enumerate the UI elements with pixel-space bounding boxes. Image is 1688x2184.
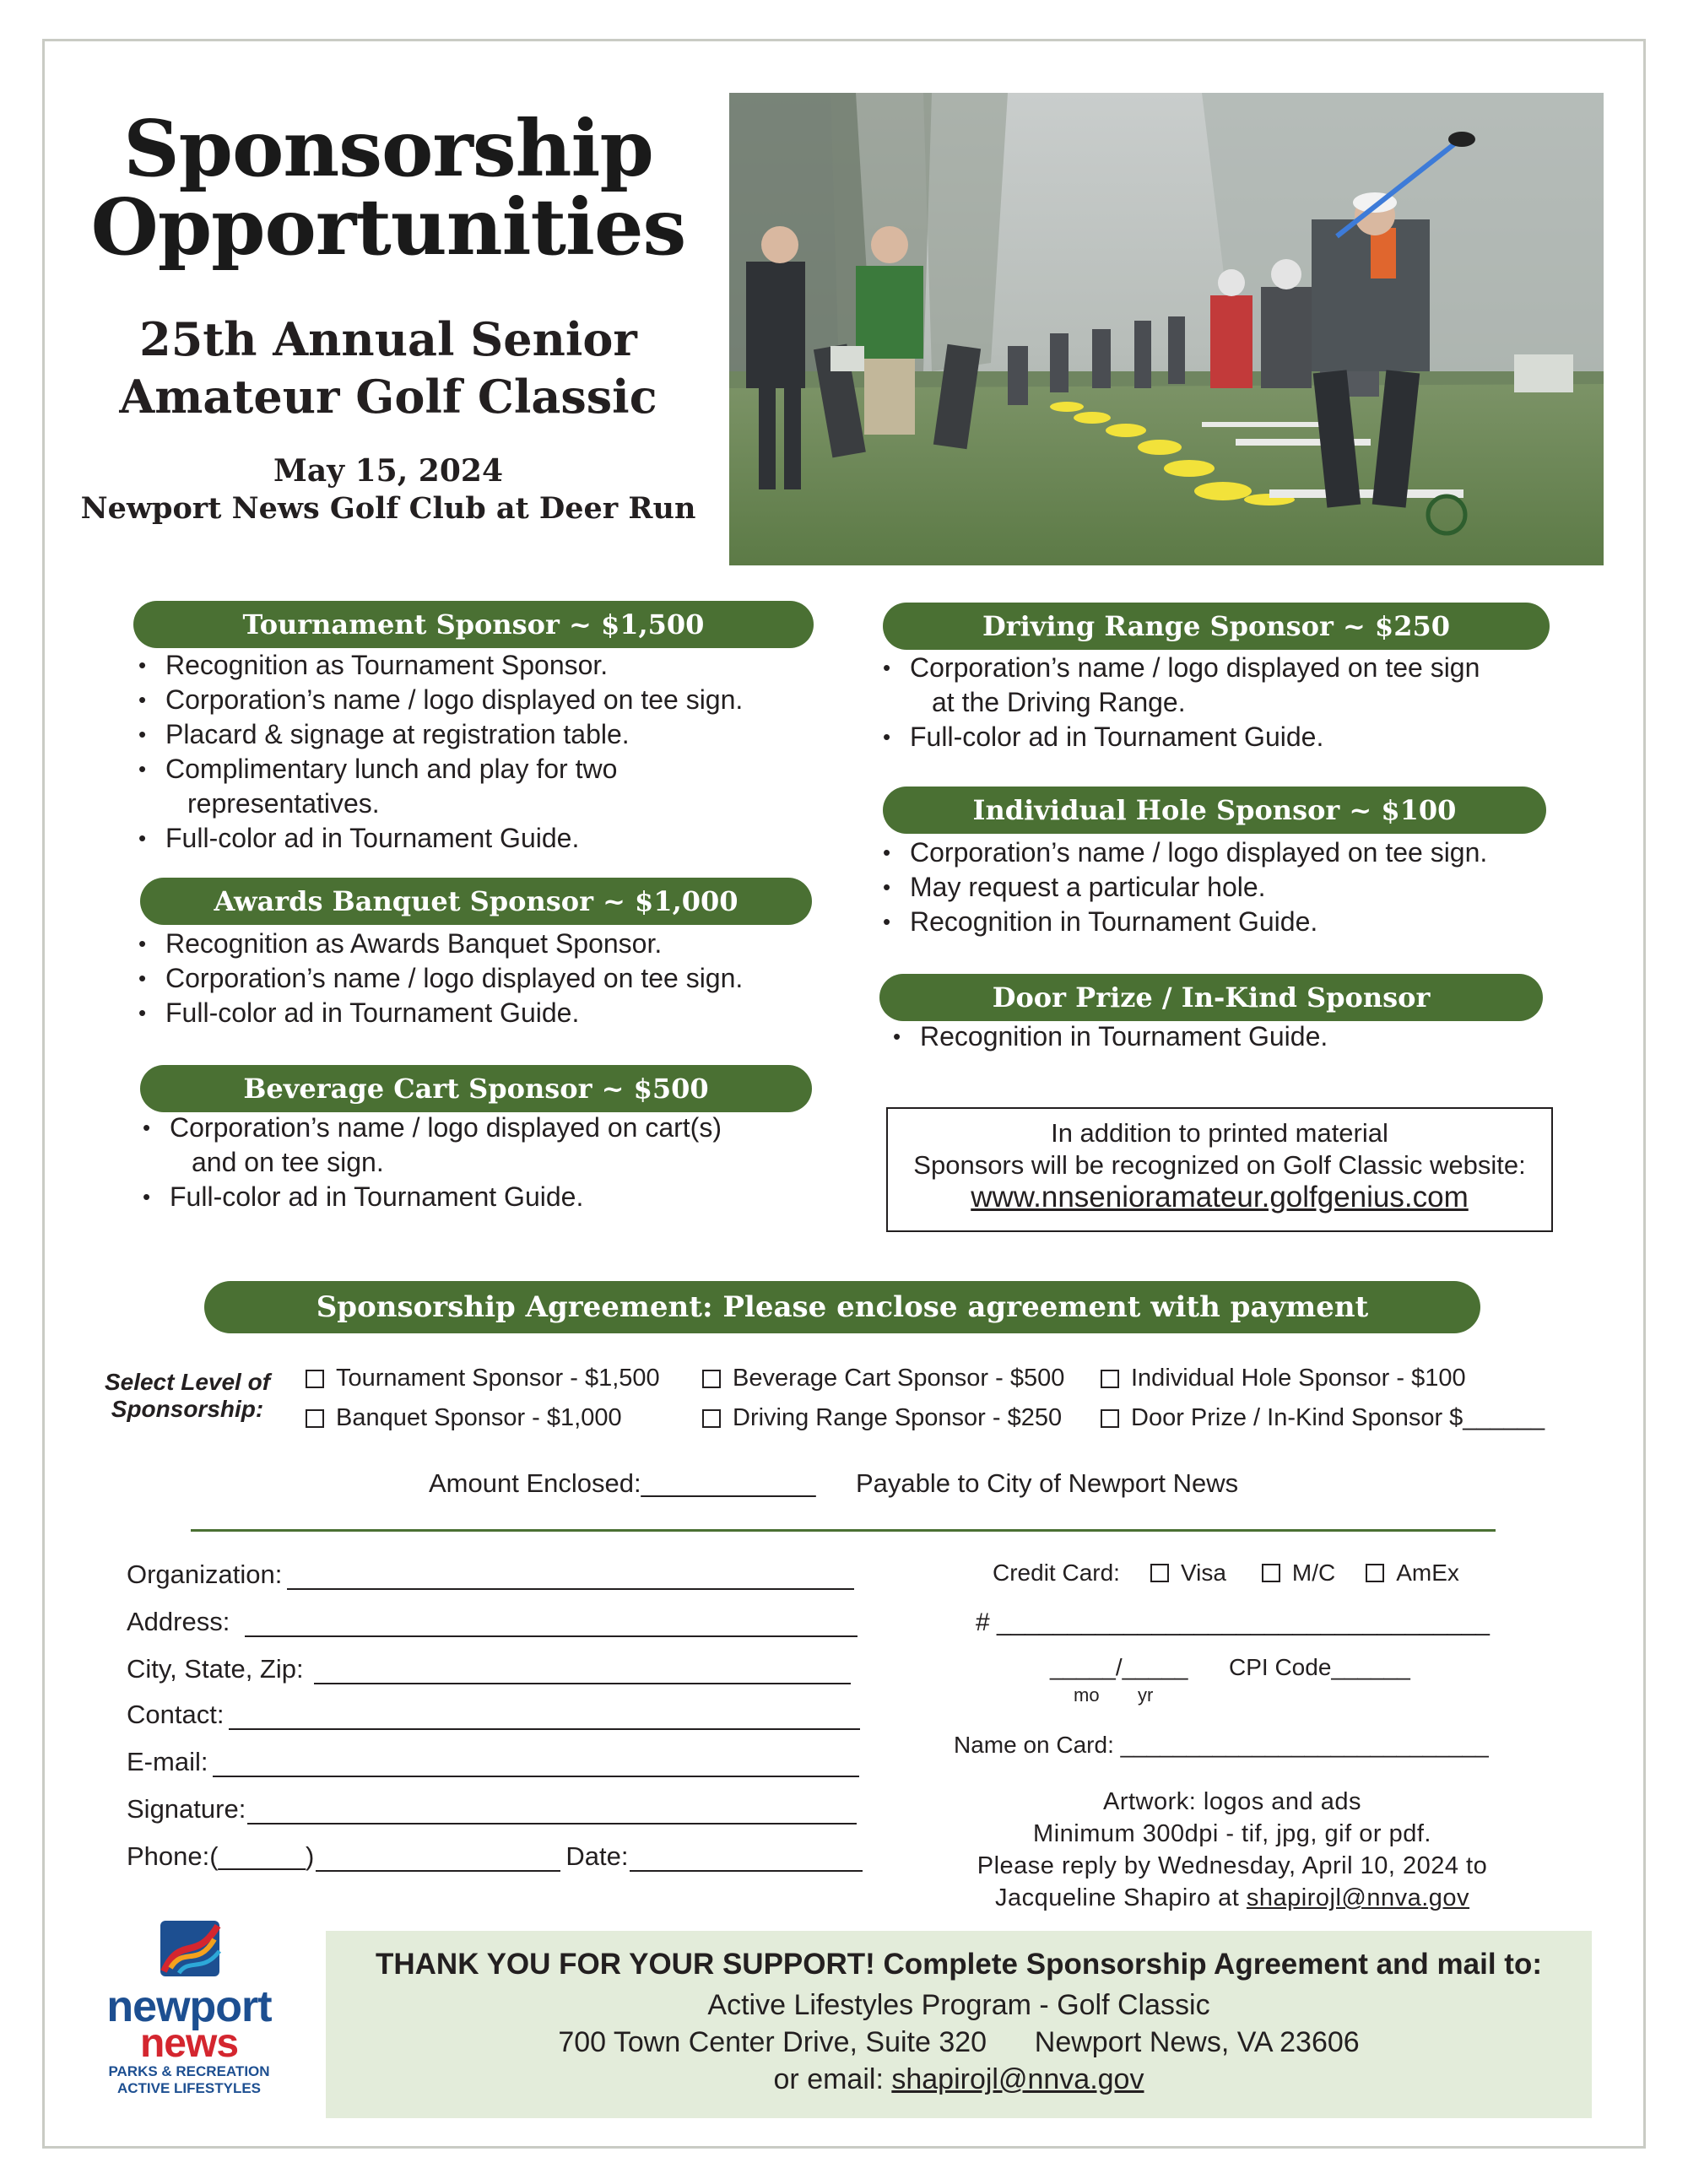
city-state-zip-field[interactable]: [127, 1654, 851, 1684]
reply-deadline: Please reply by Wednesday, April 10, 2024 to: [977, 1852, 1488, 1879]
field-label: Contact:: [127, 1700, 225, 1729]
list-item: • Full-color ad in Tournament Guide.: [138, 1180, 830, 1214]
phone-input-line[interactable]: [316, 1845, 560, 1872]
artwork-note: Artwork: logos and ads: [1103, 1788, 1361, 1815]
input-line[interactable]: [247, 1797, 857, 1825]
mailing-program: Active Lifestyles Program - Golf Classic: [707, 1989, 1210, 2021]
cpi-code-field[interactable]: CPI Code______: [1229, 1654, 1410, 1680]
tournament-sponsor-benefits: [133, 648, 825, 856]
event-venue: Newport News Golf Club at Deer Run: [80, 491, 696, 526]
page-title-line1: Sponsorship: [123, 103, 653, 194]
checkbox-icon: [1366, 1564, 1384, 1582]
list-item: • Placard & signage at registration table.: [133, 717, 825, 752]
address-field[interactable]: [127, 1607, 858, 1637]
checkbox-label: M/C: [1291, 1560, 1336, 1586]
credit-card-label: Credit Card:: [993, 1560, 1120, 1586]
website-notice-box: [886, 1107, 1553, 1232]
tournament-sponsor-header: Tournament Sponsor ~ $1,500: [133, 601, 814, 648]
logo-mark-icon: [155, 1917, 228, 1981]
event-name-line2: Amateur Golf Classic: [119, 370, 657, 424]
field-label: Address:: [127, 1607, 230, 1636]
email-link[interactable]: shapirojl@nnva.gov: [891, 2063, 1144, 2095]
reply-email-link[interactable]: shapirojl@nnva.gov: [1246, 1884, 1470, 1911]
checkbox-label: Individual Hole Sponsor - $100: [1131, 1365, 1466, 1392]
credit-card-options: [993, 1560, 1459, 1587]
checkbox-label: Visa: [1180, 1560, 1226, 1586]
checkbox-label: AmEx: [1396, 1560, 1459, 1586]
individual-hole-sponsor-checkbox[interactable]: [1101, 1365, 1466, 1392]
field-label: Signature:: [127, 1794, 246, 1824]
individual-hole-sponsor-benefits: [878, 835, 1570, 939]
list-item: • Full-color ad in Tournament Guide.: [133, 821, 825, 856]
checkbox-icon: [1101, 1370, 1119, 1388]
contact-field[interactable]: [127, 1700, 860, 1730]
list-item: • Recognition in Tournament Guide.: [878, 905, 1570, 939]
driving-range-sponsor-benefits: [878, 651, 1570, 754]
list-item-continuation: representatives.: [187, 788, 380, 819]
website-notice-line2: Sponsors will be recognized on Golf Classic website:: [913, 1150, 1526, 1180]
amount-enclosed-field[interactable]: Amount Enclosed:____________: [429, 1468, 816, 1498]
list-item: • Full-color ad in Tournament Guide.: [878, 720, 1570, 754]
awards-banquet-sponsor-benefits: [133, 927, 825, 1030]
date-input-line[interactable]: [630, 1845, 863, 1872]
beverage-cart-sponsor-checkbox[interactable]: [702, 1365, 1064, 1392]
phone-date-field[interactable]: [127, 1841, 863, 1872]
logo-text-newport: newport: [106, 1982, 272, 2031]
checkbox-icon: [702, 1409, 721, 1428]
logo-text-news: news: [139, 2021, 239, 2066]
input-line[interactable]: [229, 1703, 860, 1730]
door-prize-sponsor-header: Door Prize / In-Kind Sponsor: [879, 974, 1543, 1021]
tournament-sponsor-checkbox[interactable]: [306, 1365, 660, 1392]
visa-checkbox[interactable]: [1150, 1560, 1226, 1587]
website-link[interactable]: www.nnsenioramateur.golfgenius.com: [971, 1181, 1469, 1214]
list-item: • Full-color ad in Tournament Guide.: [133, 996, 825, 1030]
input-line[interactable]: [287, 1563, 854, 1590]
checkbox-label: Driving Range Sponsor - $250: [733, 1404, 1063, 1431]
name-on-card-field[interactable]: Name on Card: ____________________________: [954, 1732, 1489, 1758]
website-notice-line1: In addition to printed material: [1051, 1118, 1388, 1148]
checkbox-label: Door Prize / In-Kind Sponsor $______: [1131, 1404, 1545, 1431]
agreement-header: Sponsorship Agreement: Please enclose agreement with payment: [204, 1281, 1480, 1333]
driving-range-sponsor-checkbox[interactable]: [702, 1404, 1062, 1432]
mailing-email: [326, 2061, 1592, 2098]
input-line[interactable]: [213, 1750, 859, 1777]
thank-you-mailing-box: [326, 1931, 1592, 2118]
input-line[interactable]: [314, 1657, 851, 1684]
section-divider: [191, 1529, 1496, 1532]
phone-label: Phone:(______): [127, 1841, 315, 1871]
reply-contact: [928, 1882, 1536, 1914]
checkbox-icon: [306, 1409, 324, 1428]
checkbox-icon: [1262, 1564, 1280, 1582]
select-level-label-line2: Sponsorship:: [111, 1396, 264, 1422]
driving-range-sponsor-header: Driving Range Sponsor ~ $250: [883, 603, 1550, 650]
checkbox-label: Banquet Sponsor - $1,000: [336, 1404, 622, 1431]
event-date: May 15, 2024: [273, 453, 503, 489]
list-item-continuation: and on tee sign.: [192, 1147, 384, 1177]
list-item: • Corporation’s name / logo displayed on tee sign.: [133, 683, 825, 717]
list-item: • Corporation’s name / logo displayed on tee sign.: [878, 835, 1570, 870]
checkbox-icon: [1101, 1409, 1119, 1428]
expiration-field[interactable]: _____/_____: [1050, 1654, 1188, 1680]
list-item: • Corporation’s name / logo displayed on tee sign.: [133, 961, 825, 996]
golf-range-photo: [729, 93, 1604, 565]
email-field[interactable]: [127, 1747, 859, 1777]
beverage-cart-sponsor-benefits: [138, 1111, 830, 1214]
signature-field[interactable]: [127, 1794, 857, 1825]
door-prize-sponsor-benefits: [888, 1019, 1563, 1054]
list-item: • Recognition in Tournament Guide.: [888, 1019, 1563, 1054]
thank-you-heading: THANK YOU FOR YOUR SUPPORT! Complete Sponsorship Agreement and mail to:: [376, 1948, 1542, 1981]
email-prefix: or email:: [773, 2063, 892, 2095]
payable-to: Payable to City of Newport News: [856, 1468, 1239, 1498]
beverage-cart-sponsor-header: Beverage Cart Sponsor ~ $500: [140, 1065, 812, 1112]
newport-news-logo: [88, 1917, 290, 2103]
organization-field[interactable]: [127, 1560, 854, 1590]
checkbox-label: Beverage Cart Sponsor - $500: [733, 1365, 1065, 1392]
list-item: • May request a particular hole.: [878, 870, 1570, 905]
checkbox-icon: [702, 1370, 721, 1388]
year-label: yr: [1138, 1684, 1154, 1706]
reply-contact-name: Jacqueline Shapiro at: [994, 1884, 1247, 1911]
list-item-continuation: at the Driving Range.: [932, 687, 1186, 717]
amex-checkbox[interactable]: [1366, 1560, 1459, 1587]
list-item: • Recognition as Tournament Sponsor.: [133, 648, 825, 683]
logo-tagline-active: ACTIVE LIFESTYLES: [116, 2080, 262, 2096]
list-item: • Recognition as Awards Banquet Sponsor.: [133, 927, 825, 961]
checkbox-icon: [1150, 1564, 1169, 1582]
artwork-requirements: Minimum 300dpi - tif, jpg, gif or pdf.: [1033, 1820, 1431, 1847]
card-number-field[interactable]: # ___________________________________: [976, 1608, 1490, 1636]
individual-hole-sponsor-header: Individual Hole Sponsor ~ $100: [883, 787, 1546, 834]
event-name-line1: 25th Annual Senior: [139, 312, 637, 366]
date-label: Date:: [565, 1841, 629, 1871]
mc-checkbox[interactable]: [1262, 1560, 1335, 1587]
field-label: E-mail:: [127, 1747, 208, 1776]
month-label: mo: [1074, 1684, 1100, 1706]
banquet-sponsor-checkbox[interactable]: [306, 1404, 622, 1432]
list-item: • Corporation’s name / logo displayed on tee sign: [878, 651, 1570, 685]
logo-tagline-parks: PARKS & RECREATION: [108, 2063, 270, 2079]
field-label: City, State, Zip:: [127, 1654, 304, 1684]
list-item: • Corporation’s name / logo displayed on cart(s): [138, 1111, 830, 1145]
checkbox-label: Tournament Sponsor - $1,500: [336, 1365, 660, 1392]
field-label: Organization:: [127, 1560, 283, 1589]
checkbox-icon: [306, 1370, 324, 1388]
mailing-address: 700 Town Center Drive, Suite 320 Newport News, VA 23606: [558, 2026, 1360, 2058]
list-item: • Complimentary lunch and play for two: [133, 752, 825, 787]
select-level-label: [95, 1369, 280, 1423]
door-prize-sponsor-checkbox[interactable]: [1101, 1404, 1545, 1432]
awards-banquet-sponsor-header: Awards Banquet Sponsor ~ $1,000: [140, 878, 812, 925]
input-line[interactable]: [245, 1610, 858, 1637]
select-level-label-line1: Select Level of: [104, 1369, 271, 1395]
page-title-line2: Opportunities: [90, 181, 686, 273]
